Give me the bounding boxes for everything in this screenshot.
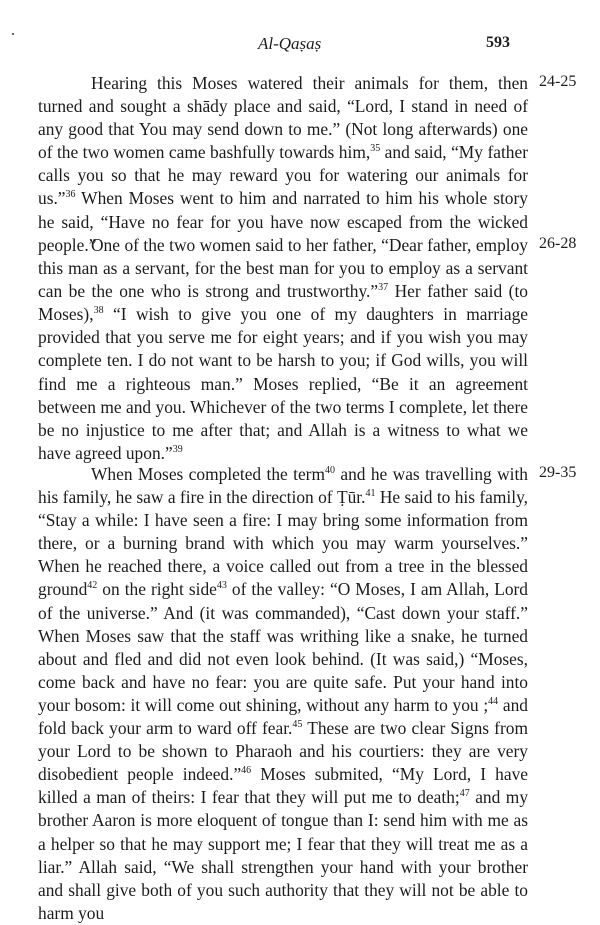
footnote-marker: 35 xyxy=(370,143,381,155)
paragraph-verses-24-25 xyxy=(38,72,528,257)
running-title: Al-Qaṣaṣ xyxy=(258,34,322,53)
footnote-marker: 39 xyxy=(172,443,183,455)
paragraph-text xyxy=(38,234,528,465)
footnote-marker: 43 xyxy=(216,580,227,592)
footnote-marker: 45 xyxy=(292,719,303,731)
verse-reference: 26-28 xyxy=(539,235,577,252)
paragraph-text xyxy=(38,463,528,925)
text-run: When Moses went to him and narrated to him his whole story he said, “Have no fear for you have now escaped from the wicked people.” xyxy=(38,188,528,255)
page-header xyxy=(0,34,600,58)
text-run: When Moses completed the term xyxy=(91,464,325,484)
paragraph-verses-26-28 xyxy=(38,234,528,465)
page-number: 593 xyxy=(486,34,510,51)
text-run: “I wish to give you one of my daughters in marriage provided that you serve me for eight years; and if you wish you may complete ten. I do not want to be harsh to you; if God wills, you will find me a righteous man.” Moses replied, “Be it an agreement between me and you. Whichever of the two terms I complete, let there be no injustice to me after that; and Allah is a witness to what we have agreed upon.” xyxy=(38,304,528,463)
footnote-marker: 46 xyxy=(241,765,252,777)
paragraph-verses-29-35 xyxy=(38,463,528,925)
footnote-marker: 41 xyxy=(365,488,376,500)
scan-speck xyxy=(12,33,14,35)
footnote-marker: 40 xyxy=(325,465,335,476)
footnote-marker: 36 xyxy=(65,189,76,201)
verse-reference: 24-25 xyxy=(539,73,577,90)
text-run: One of the two women said to her father, “Dear father, employ this man as a servant, for the best man for you to employ as a servant can be the one who is strong and trustworthy.” xyxy=(38,235,528,302)
verse-reference: 29-35 xyxy=(539,464,577,481)
text-run: Her father said (to Moses), xyxy=(38,281,528,325)
paragraph-text xyxy=(38,72,528,257)
text-run: Moses submited, “My Lord, I have killed a man of theirs: I fear that they will put me to death; xyxy=(38,764,528,808)
text-run: These are two clear Signs from your Lord to be shown to Pharaoh and his courtiers: they are very disobedient people indeed.” xyxy=(38,718,528,785)
text-run: and he was travelling with his family, he saw a fire in the direction of Ṭūr. xyxy=(38,464,529,508)
text-run: He said to his family, “Stay a while: I have seen a fire: I may bring some information from there, or a burning brand with which you may warm yourselves.” When he reached there, a voice called out from a tree in the blessed ground xyxy=(38,487,529,600)
text-run: and fold back your arm to ward off fear. xyxy=(38,694,528,739)
text-run: and said, “My father calls you so that he may reward you for watering our animals for us.” xyxy=(38,142,528,209)
text-run: on the right side xyxy=(97,579,217,600)
text-run: of the valley: “O Moses, I am Allah, Lord of the universe.” And (it was commanded), “Cast down your staff.” When Moses saw that the staff was writhing like a snake, he turned about and fled and did not even look behind. (It was said,) “Moses, come back and have no fear: you are quite safe. Put your hand into your bosom: it will come out shining, without any harm to you ; xyxy=(38,579,528,715)
footnote-marker: 42 xyxy=(87,580,98,592)
text-run: Hearing this Moses watered their animals for them, then turned and sought a shādy place and said, “Lord, I stand in need of any good that You may send down to me.” (Not long afterwards) one of the two women came bashfully towards him, xyxy=(38,73,528,163)
text-run: and my brother Aaron is more eloquent of tongue than I: send him with me as a helper so that he may support me; I fear that they will treat me as a liar.” Allah said, “We shall strengthen your hand with your brother and shall give both of you such authority that they will not be able to harm you xyxy=(38,787,529,923)
footnote-marker: 47 xyxy=(459,788,470,800)
footnote-marker: 37 xyxy=(378,282,389,294)
footnote-marker: 44 xyxy=(488,695,499,707)
footnote-marker: 38 xyxy=(93,305,104,317)
